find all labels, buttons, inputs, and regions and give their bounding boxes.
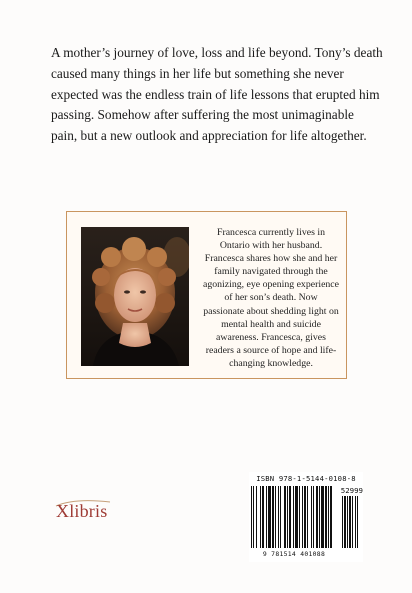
barcode-digits: 9 781514 401088 xyxy=(262,550,326,558)
author-photo xyxy=(81,227,189,366)
book-blurb: A mother’s journey of love, loss and life beyond. Tony’s death caused many things in her life but something she never expected was the endless train of life lessons that erupted him passing. Somehow after suffering the most unimaginable pain, but a new outlook and appreciation for life altogether. xyxy=(51,45,383,144)
isbn-label: ISBN 978-1-5144-0108-8 xyxy=(256,474,356,483)
author-bio: Francesca currently lives in Ontario with her husband. Francesca shares how she and her family navigated through the agonizing, eye opening experience of her son’s death. Now passionate about shedding light on mental health and suicide awareness. Francesca, gives readers a source of hope and life-changing knowledge. xyxy=(203,227,340,369)
barcode-block xyxy=(249,472,363,562)
price-code: 52999 xyxy=(340,486,363,495)
author-portrait-icon xyxy=(81,227,189,366)
isbn-barcode-icon xyxy=(249,486,363,550)
publisher-logo: Xlibris xyxy=(56,501,108,521)
